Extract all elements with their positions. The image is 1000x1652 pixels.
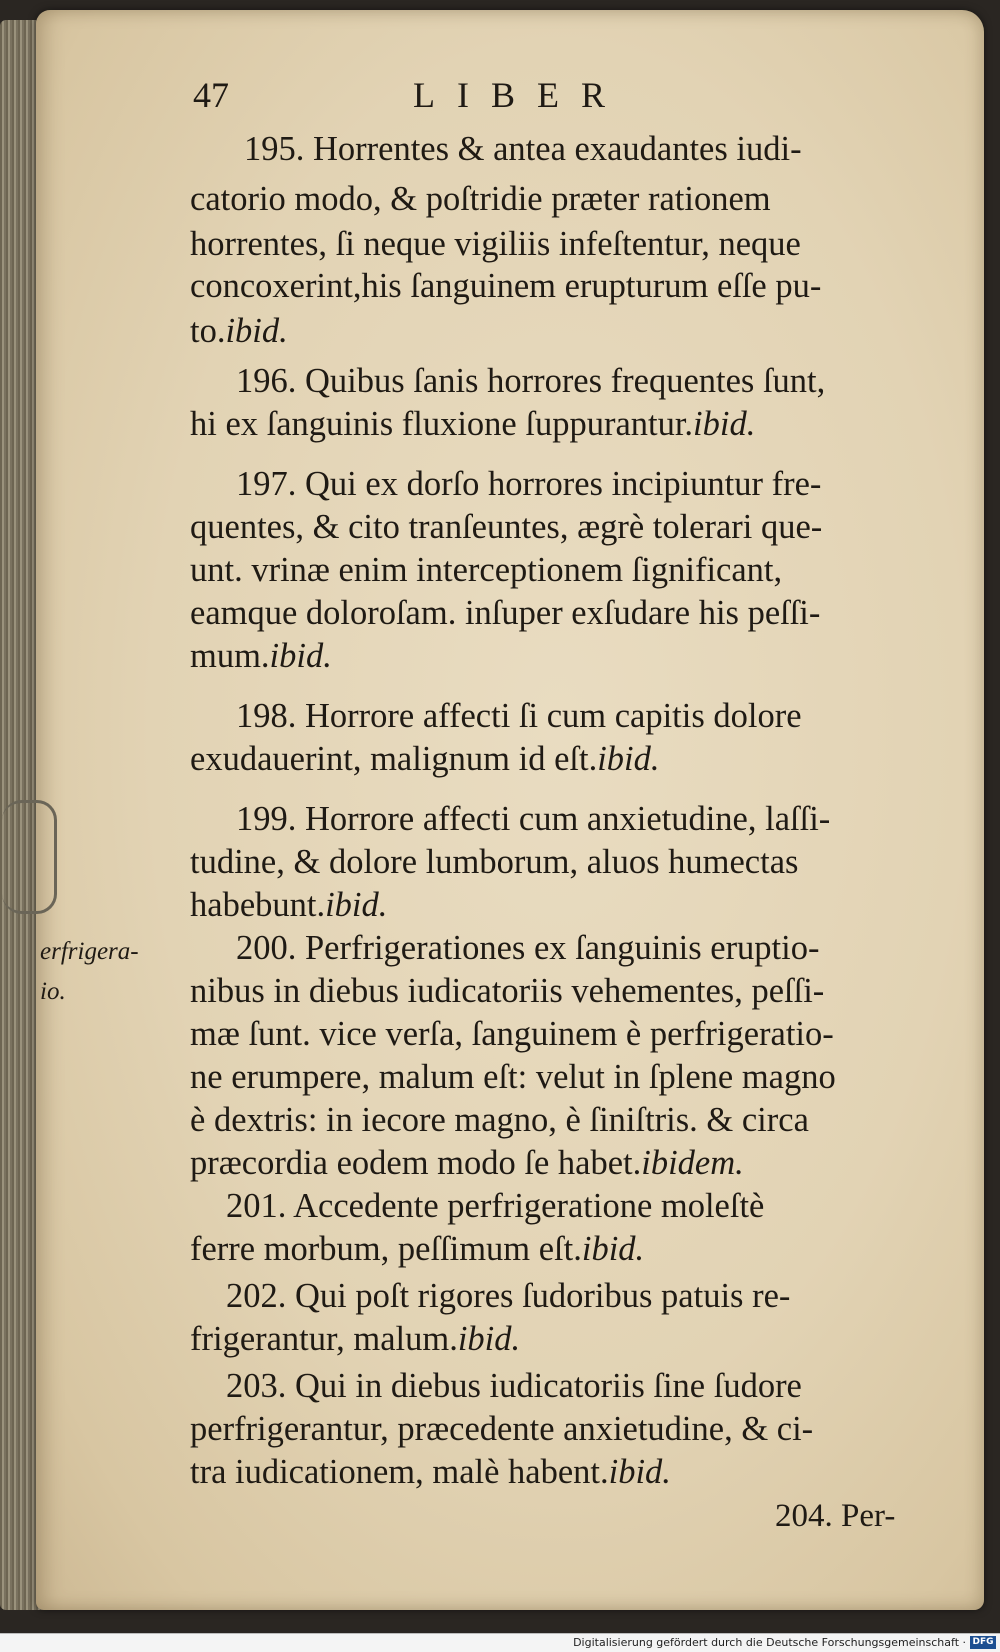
line-text: Accedente perfrigeratione moleſtè — [293, 1187, 765, 1225]
text-line — [190, 843, 798, 882]
text-line — [190, 740, 660, 779]
line-text: præcordia eodem modo ſe habet. — [190, 1144, 642, 1182]
text-line — [190, 1230, 644, 1269]
line-text: Perfrigerationes ex ſanguinis eruptio- — [305, 929, 820, 967]
citation: ibidem. — [641, 1144, 744, 1182]
book-clasp — [2, 800, 57, 914]
text-line — [190, 405, 755, 444]
footer-credit: Digitalisierung gefördert durch die Deutsche Forschungsgemeinschaft · — [573, 1636, 966, 1649]
line-text: è dextris: in iecore magno, è ſiniſtris. & circa — [190, 1101, 809, 1139]
aphorism-number: 199. — [236, 800, 305, 838]
line-text: Qui in diebus iudicatoriis ſine ſudore — [295, 1367, 802, 1405]
aphorism-start-line — [236, 697, 802, 736]
line-text: habebunt. — [190, 886, 326, 924]
aphorism-number: 200. — [236, 929, 305, 967]
citation: ibid. — [457, 1320, 521, 1358]
line-text: quentes, & cito tranſeuntes, ægrè tolerari que- — [190, 508, 823, 546]
aphorism-start-line — [236, 800, 830, 839]
text-line — [190, 1058, 836, 1097]
text-line — [190, 637, 332, 676]
aphorism-start-line — [236, 362, 825, 401]
citation: ibid. — [693, 405, 756, 443]
aphorism-number: 197. — [236, 465, 305, 503]
citation: ibid. — [581, 1230, 645, 1268]
aphorism-start-line — [226, 1277, 790, 1316]
line-text: hi ex ſanguinis fluxione ſuppurantur. — [190, 405, 694, 443]
dfg-logo: DFG — [970, 1636, 996, 1649]
aphorism-number: 195. — [244, 130, 313, 168]
catchword: 204. Per- — [775, 1498, 896, 1534]
line-text: horrentes, ſi neque vigiliis infeſtentur, neque — [190, 225, 801, 263]
citation: ibid. — [608, 1453, 671, 1491]
line-text: eamque doloroſam. inſuper exſudare his peſſi- — [190, 594, 821, 632]
text-line — [190, 180, 771, 219]
page-number: 47 — [193, 75, 229, 115]
text-line — [190, 1320, 520, 1359]
citation: ibid. — [269, 637, 332, 675]
aphorism-number: 203. — [226, 1367, 295, 1405]
margin-note: erfrigera- — [40, 938, 139, 965]
text-line — [190, 508, 822, 547]
aphorism-number: 201. — [226, 1187, 294, 1225]
text-line — [190, 1144, 744, 1183]
line-text: mum. — [190, 637, 270, 675]
line-text: perfrigerantur, præcedente anxietudine, & ci- — [190, 1410, 814, 1448]
line-text: mæ ſunt. vice verſa, ſanguinem è perfrigeratio- — [190, 1015, 834, 1053]
line-text: concoxerint,his ſanguinem erupturum eſſe pu- — [190, 267, 822, 305]
footer-bar — [0, 1633, 1000, 1652]
aphorism-number: 196. — [236, 362, 305, 400]
text-line — [190, 1015, 834, 1054]
line-text: Quibus ſanis horrores frequentes ſunt, — [305, 362, 826, 400]
text-line — [190, 225, 801, 264]
text-line — [190, 594, 820, 633]
line-text: frigerantur, malum. — [190, 1320, 458, 1358]
citation: ibid. — [225, 312, 288, 350]
text-line — [190, 972, 824, 1011]
aphorism-number: 202. — [226, 1277, 295, 1315]
line-text: tra iudicationem, malè habent. — [190, 1453, 609, 1491]
line-text: catorio modo, & poſtridie præter rationem — [190, 180, 771, 218]
line-text: nibus in diebus iudicatoriis vehementes, peſſi- — [190, 972, 825, 1010]
line-text: Horrore affecti cum anxietudine, laſſi- — [305, 800, 831, 838]
text-line — [190, 1101, 809, 1140]
aphorism-start-line — [226, 1367, 802, 1406]
aphorism-start-line — [244, 130, 802, 169]
line-text: Qui poſt rigores ſudoribus patuis re- — [295, 1277, 791, 1315]
line-text: exudauerint, malignum id eſt. — [190, 740, 598, 778]
text-line — [190, 1453, 671, 1492]
citation: ibid. — [325, 886, 388, 924]
aphorism-start-line — [236, 465, 821, 504]
citation: ibid. — [597, 740, 660, 778]
line-text: ferre morbum, peſſimum eſt. — [190, 1230, 582, 1268]
line-text: unt. vrinæ enim interceptionem ſignificant, — [190, 551, 783, 589]
aphorism-start-line — [236, 929, 819, 968]
text-line — [190, 886, 387, 925]
line-text: to. — [190, 312, 226, 350]
aphorism-start-line — [226, 1187, 764, 1226]
text-line — [190, 1410, 813, 1449]
aphorism-number: 198. — [236, 697, 305, 735]
line-text: Qui ex dorſo horrores incipiuntur fre- — [305, 465, 822, 503]
text-line — [190, 312, 288, 351]
text-line — [190, 267, 821, 306]
line-text: Horrentes & antea exaudantes iudi- — [313, 130, 802, 168]
line-text: Horrore affecti ſi cum capitis dolore — [305, 697, 802, 735]
margin-note: io. — [40, 978, 66, 1005]
line-text: tudine, & dolore lumborum, aluos humectas — [190, 843, 799, 881]
line-text: ne erumpere, malum eſt: velut in ſplene magno — [190, 1058, 836, 1096]
text-line — [190, 551, 782, 590]
running-title: LIBER — [413, 75, 627, 115]
